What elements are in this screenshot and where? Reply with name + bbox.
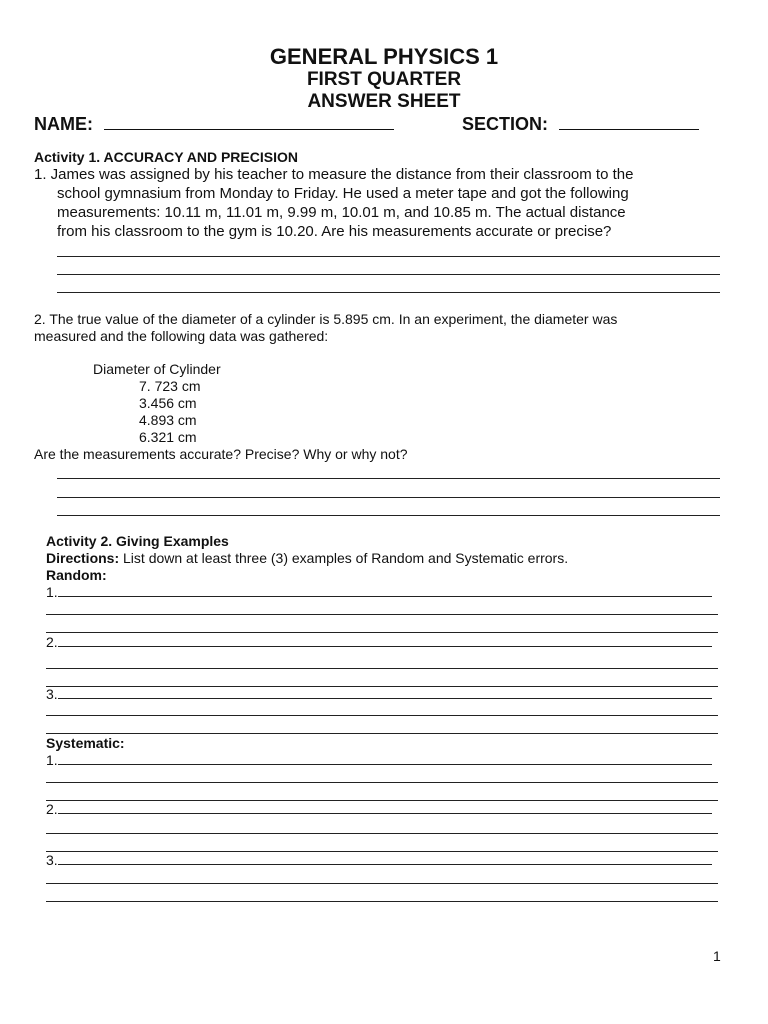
data-table-title: Diameter of Cylinder [93,361,221,377]
name-field[interactable] [34,114,394,135]
systematic-label: Systematic: [46,735,125,751]
q2-line-2: measured and the following data was gathered: [34,328,329,344]
section-label: SECTION: [462,114,549,134]
activity1-heading: Activity 1. ACCURACY AND PRECISION [34,149,298,165]
random-answer-line[interactable] [46,614,718,615]
systematic-answer-line[interactable] [46,833,718,834]
directions-label: Directions: [46,550,120,566]
answer-blank[interactable] [58,852,712,865]
q2-line-1: 2. The true value of the diameter of a cylinder is 5.895 cm. In an experiment, the diameter was [34,311,618,327]
systematic-answer-line[interactable] [46,782,718,783]
q1-line-1: 1. James was assigned by his teacher to measure the distance from their classroom to the [34,166,634,183]
q1-line-2: school gymnasium from Monday to Friday. He used a meter tape and got the following [57,185,629,202]
item-number: 2. [46,801,58,817]
data-value: 7. 723 cm [139,378,201,394]
q1-answer-line[interactable] [57,274,720,275]
answer-blank[interactable] [58,752,712,765]
answer-blank[interactable] [58,686,712,699]
systematic-item-2[interactable] [46,801,712,817]
page-title: GENERAL PHYSICS 1 [269,44,499,69]
section-field[interactable] [462,114,699,135]
q1-answer-line[interactable] [57,256,720,257]
q1-answer-line[interactable] [57,292,720,293]
q2-answer-line[interactable] [57,478,720,479]
directions-text: List down at least three (3) examples of Random and Systematic errors. [119,550,569,566]
systematic-item-3[interactable] [46,852,712,868]
random-answer-line[interactable] [46,715,718,716]
random-answer-line[interactable] [46,632,718,633]
sheet-title: ANSWER SHEET [307,91,461,112]
item-number: 3. [46,852,58,868]
random-label: Random: [46,567,107,583]
random-answer-line[interactable] [46,733,718,734]
answer-blank[interactable] [58,584,712,597]
item-number: 3. [46,686,58,702]
q2-answer-line[interactable] [57,497,720,498]
q2-answer-line[interactable] [57,515,720,516]
systematic-answer-line[interactable] [46,901,718,902]
q1-line-3: measurements: 10.11 m, 11.01 m, 9.99 m, 10.01 m, and 10.85 m. The actual distance [57,204,626,221]
random-answer-line[interactable] [46,668,718,669]
data-value: 3.456 cm [139,395,197,411]
page-subtitle: FIRST QUARTER [306,69,462,90]
item-number: 1. [46,584,58,600]
section-blank[interactable] [559,115,699,130]
data-value: 4.893 cm [139,412,197,428]
answer-blank[interactable] [58,634,712,647]
answer-blank[interactable] [58,801,712,814]
random-item-2[interactable] [46,634,712,650]
activity2-heading: Activity 2. Giving Examples [46,533,229,549]
name-label: NAME: [34,114,93,134]
random-item-1[interactable] [46,584,712,600]
page-number: 1 [713,948,721,964]
data-value: 6.321 cm [139,429,197,445]
item-number: 1. [46,752,58,768]
systematic-answer-line[interactable] [46,883,718,884]
q1-line-4: from his classroom to the gym is 10.20. Are his measurements accurate or precise? [57,223,612,240]
systematic-item-1[interactable] [46,752,712,768]
random-item-3[interactable] [46,686,712,702]
q2-question: Are the measurements accurate? Precise? Why or why not? [34,446,408,462]
directions [46,550,568,566]
item-number: 2. [46,634,58,650]
name-blank[interactable] [104,115,394,130]
